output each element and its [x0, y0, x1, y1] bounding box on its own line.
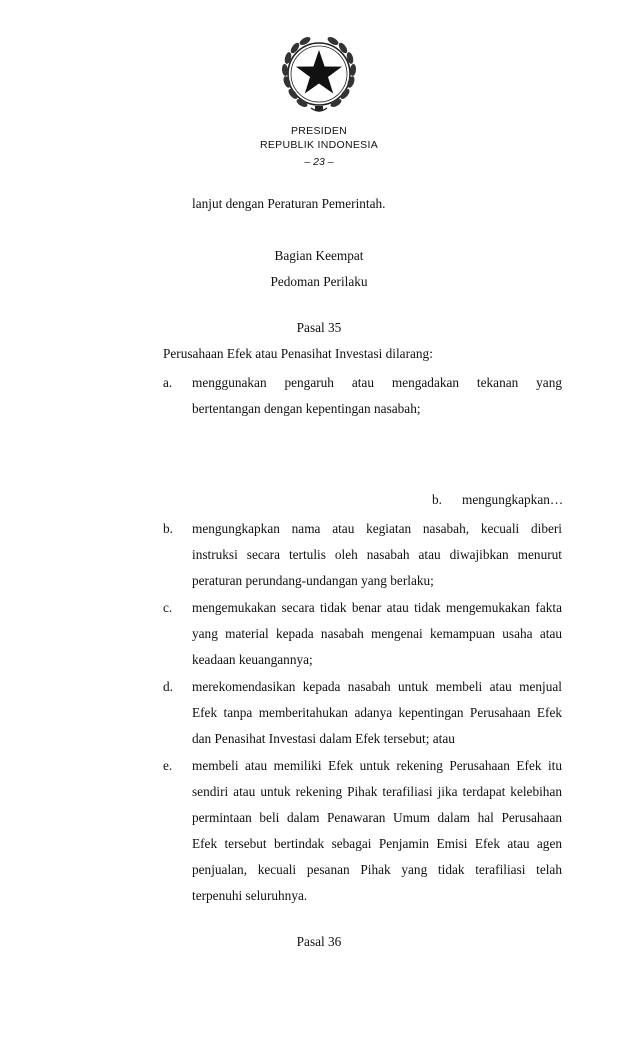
section-title: Bagian Keempat: [274, 248, 364, 263]
item-c-line-2: yang material kepada nasabah mengenai kemampuan usaha atau: [192, 626, 562, 641]
item-e-marker: e.: [163, 758, 173, 773]
item-d-line-1: merekomendasikan kepada nasabah untuk membeli atau menjual: [192, 679, 562, 694]
section-subtitle: Pedoman Perilaku: [270, 274, 368, 289]
item-b-line-3: peraturan perundang-undangan yang berlaku;: [192, 573, 434, 588]
item-d-line-3: dan Penasihat Investasi dalam Efek tersebut; atau: [192, 731, 455, 746]
article-36-title: Pasal 36: [296, 934, 342, 949]
item-b-marker: b.: [163, 521, 173, 536]
continuation-text: lanjut dengan Peraturan Pemerintah.: [192, 196, 386, 211]
item-e-line-6: terpenuhi seluruhnya.: [192, 888, 308, 903]
header-republic: REPUBLIK INDONESIA: [259, 139, 378, 151]
item-e-line-3: permintaan beli dalam Penawaran Umum dalam hal Perusahaan: [192, 810, 562, 825]
item-c-line-1: mengemukakan secara tidak benar atau tidak mengemukakan fakta: [192, 600, 562, 615]
item-b-line-1: mengungkapkan nama atau kegiatan nasabah, kecuali diberi: [192, 521, 562, 536]
item-e-line-4: Efek tersebut bertindak sebagai Penjamin Emisi Efek atau agen: [192, 836, 562, 851]
item-e-line-5: penjualan, kecuali pesanan Pihak yang tidak terafiliasi telah: [192, 862, 562, 877]
item-a-marker: a.: [163, 375, 173, 390]
garuda-emblem-icon: [275, 30, 363, 118]
article-35-intro: Perusahaan Efek atau Penasihat Investasi dilarang:: [163, 346, 433, 361]
item-d-line-2: Efek tanpa memberitahukan adanya kepentingan Perusahaan Efek: [192, 705, 562, 720]
item-c-line-3: keadaan keuangannya;: [192, 652, 313, 667]
item-c-marker: c.: [163, 600, 173, 615]
item-b-line-2: instruksi secara tertulis oleh nasabah atau diwajibkan menurut: [192, 547, 562, 562]
item-e-line-1: membeli atau memiliki Efek untuk rekening Perusahaan Efek itu: [192, 758, 562, 773]
catchword-text: mengungkapkan…: [462, 492, 564, 507]
page-number: – 23 –: [304, 156, 334, 168]
item-d-marker: d.: [163, 679, 173, 694]
item-e-line-2: sendiri atau untuk rekening Pihak terafiliasi jika terdapat kelebihan: [192, 784, 562, 799]
catchword-marker: b.: [432, 492, 442, 507]
item-a-line-1: menggunakan pengaruh atau mengadakan tekanan yang: [192, 375, 562, 390]
header-president: PRESIDEN: [290, 125, 348, 137]
item-a-line-2: bertentangan dengan kepentingan nasabah;: [192, 401, 421, 416]
article-35-title: Pasal 35: [296, 320, 342, 335]
